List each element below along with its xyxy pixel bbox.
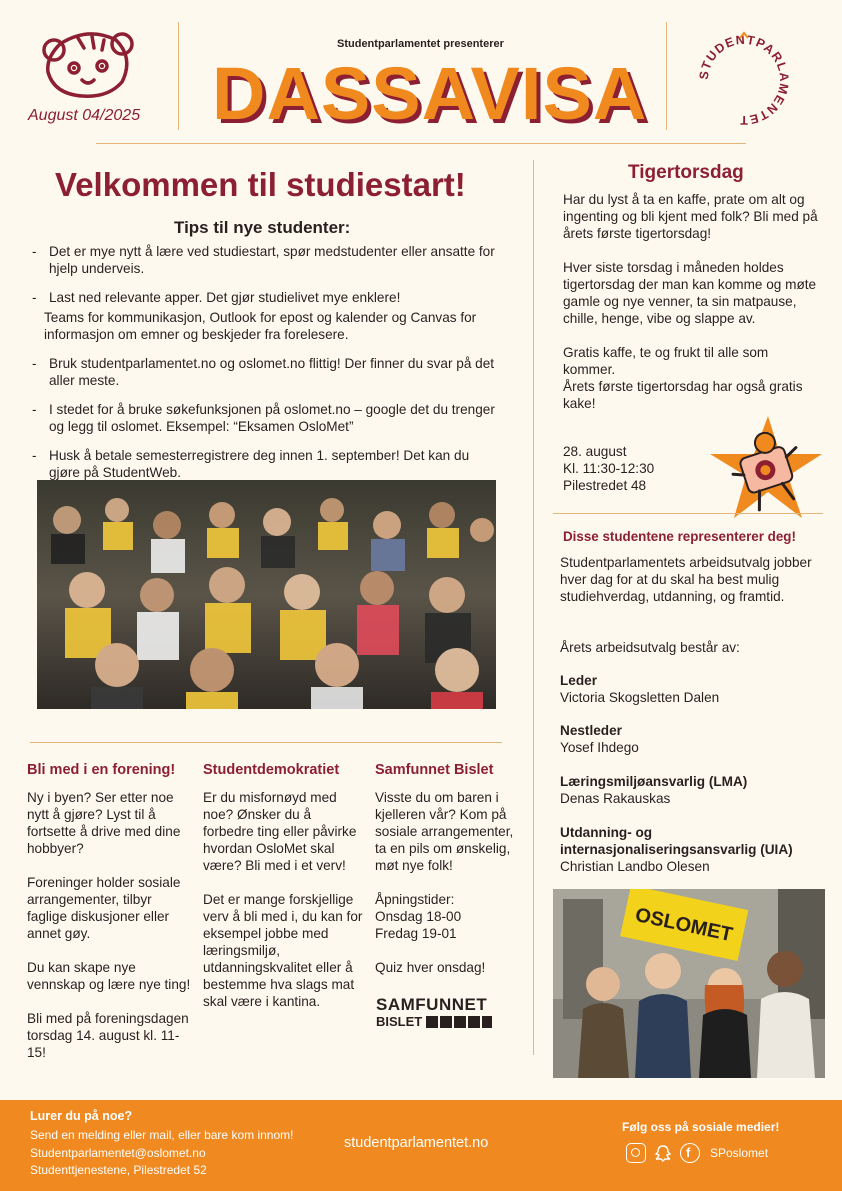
column-studentdemokratiet xyxy=(203,762,363,1010)
tip-item: - Bruk studentparlamentet.no og oslomet.no flittig! Der finner du svar på det aller meste. xyxy=(30,355,500,389)
team-photo xyxy=(553,889,825,1078)
svg-text:OSLOMET: OSLOMET xyxy=(633,904,735,947)
apps-note: Teams for kommunikasjon, Outlook for epost og kalender og Canvas for informasjon om emner og beskjeder fra forelesere. xyxy=(44,310,477,342)
column-forening xyxy=(27,762,192,1061)
member-uia xyxy=(560,824,820,875)
column-text: Er du misfornøyd med noe? Ønsker du å forbedre ting eller påvirke hvordan OsloMet skal være? Bli med i et verv! Det er mange forskjellige verv å bli med i, du kan for eksempel jobbe med læringsmiljø, utdanningskvalitet eller å bestemme hva slags mat skal være i kantina. xyxy=(203,790,363,1009)
member-lma xyxy=(560,773,820,807)
social-handle[interactable]: SPoslomet xyxy=(710,1146,769,1160)
tigertorsdag-title: Tigertorsdag xyxy=(628,162,744,183)
footer-question: Lurer du på noe? xyxy=(30,1109,133,1123)
crowd-photo xyxy=(37,480,496,709)
issue-date: August 04/2025 xyxy=(28,107,141,124)
columns-divider xyxy=(30,742,502,743)
member-role: Leder xyxy=(560,673,598,688)
tip-item: - I stedet for å bruke søkefunksjonen på oslomet.no – google det du trenger og legg til oslomet. Eksempel: “Eksamen OsloMet” xyxy=(30,401,500,435)
welcome-headline: Velkommen til studiestart! xyxy=(55,166,466,203)
facebook-icon[interactable]: f xyxy=(680,1143,700,1163)
tip-item: - Husk å betale semesterregistrere deg innen 1. september! Det kan du gjøre på StudentWeb. xyxy=(30,447,500,481)
member-nestleder xyxy=(560,722,820,756)
right-divider xyxy=(553,513,823,514)
member-name: Victoria Skogsletten Dalen xyxy=(560,690,720,705)
member-role: Utdanning- og internasjonaliseringsansvarlig (UIA) xyxy=(560,825,793,857)
column-title: Studentdemokratiet xyxy=(203,762,340,778)
footer xyxy=(0,1100,842,1191)
samfunnet-bislet-logo: SAMFUNNET BISLET xyxy=(376,996,498,1032)
tigertorsdag-text: Har du lyst å ta en kaffe, prate om alt og ingenting og bli kjent med folk? Bli med på årets første tigertorsdag! Hver siste torsdag i måneden holdes tigertorsdag der man kan komme og møte gamle og nye venner, ta sin matpause, chille, henge, vibe og slappe av. Gratis kaffe, te og frukt til alle som kommer. Årets første tigertorsdag har også gratis kake! xyxy=(563,192,818,411)
presenter-label: Studentparlamentet presenterer xyxy=(337,38,504,50)
tiger-logo-icon xyxy=(38,28,138,100)
member-role: Nestleder xyxy=(560,723,622,738)
snapchat-icon[interactable] xyxy=(654,1144,672,1162)
representatives-intro: Studentparlamentets arbeidsutvalg jobber hver dag for at du skal ha best mulig studiehverdag, utdanning, og framtid. xyxy=(560,555,812,604)
footer-website-link[interactable]: studentparlamentet.no xyxy=(344,1135,489,1151)
member-name: Denas Rakauskas xyxy=(560,791,671,806)
tip-item: - Last ned relevante apper. Det gjør studielivet mye enklere! xyxy=(30,289,500,306)
member-leder xyxy=(560,672,820,706)
member-name: Yosef Ihdego xyxy=(560,740,639,755)
representatives-title: Disse studentene representerer deg! xyxy=(563,529,796,544)
tips-title: Tips til nye studenter: xyxy=(174,218,351,237)
social-icons xyxy=(626,1143,768,1163)
representatives-lead: Årets arbeidsutvalg består av: xyxy=(560,640,740,655)
masthead-divider-left xyxy=(178,22,179,130)
newspaper-title: DASSAVISA xyxy=(212,52,648,135)
column-title: Samfunnet Bislet xyxy=(375,762,494,778)
footer-address: Studenttjenestene, Pilestredet 52 xyxy=(30,1163,207,1177)
tigertorsdag-details: 28. august Kl. 11:30-12:30 Pilestredet 48 xyxy=(563,444,655,493)
member-name: Christian Landbo Olesen xyxy=(560,859,710,874)
column-text: Ny i byen? Ser etter noe nytt å gjøre? Lyst til å fortsette å drive med dine hobbyer? Foreninger holder sosiale arrangementer, tilbyr faglige diskusjoner eller annet gøy. Du kan skape nye vennskap og lære nye ting! Bli med på foreningsdagen torsdag 14. august kl. 11-15! xyxy=(27,790,191,1060)
footer-email-link[interactable]: Studentparlamentet@oslomet.no xyxy=(30,1146,206,1160)
column-title: Bli med i en forening! xyxy=(27,762,176,778)
right-column-divider xyxy=(533,160,534,1055)
column-text: Visste du om baren i kjelleren vår? Kom på sosiale arrangementer, ta en pils om ønskelig, møt nye folk! Åpningstider: Onsdag 18-00 Fredag 19-01 Quiz hver onsdag! xyxy=(375,790,514,975)
masthead-divider-right xyxy=(666,22,667,130)
member-role: Læringsmiljøansvarlig (LMA) xyxy=(560,774,748,789)
tips-list xyxy=(30,243,500,493)
footer-contact-line: Send en melding eller mail, eller bare kom innom! xyxy=(30,1128,294,1142)
studentparlamentet-seal xyxy=(694,30,794,130)
instagram-icon[interactable] xyxy=(626,1143,646,1163)
column-samfunnet-bislet xyxy=(375,762,525,976)
footer-social-title: Følg oss på sosiale medier! xyxy=(622,1120,780,1134)
masthead-underline xyxy=(96,143,746,144)
tip-item: - Det er mye nytt å lære ved studiestart, spør medstudenter eller ansatte for hjelp underveis. xyxy=(30,243,500,277)
svg-text:STUDENTPARLAMENTET: STUDENTPARLAMENTET xyxy=(696,32,792,128)
